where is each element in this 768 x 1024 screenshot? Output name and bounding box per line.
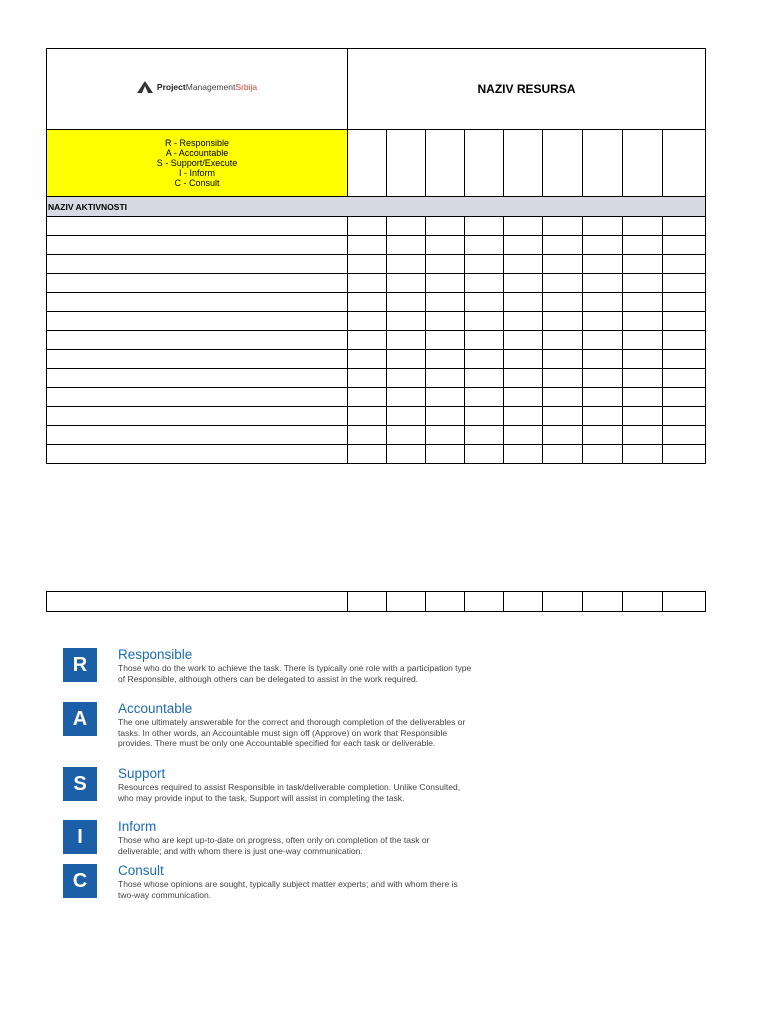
accountable-title: Accountable xyxy=(118,701,193,716)
assignment-cell[interactable] xyxy=(663,407,706,426)
responsible-description: Those who do the work to achieve the task. There is typically one role with a participation type of Responsible, although others can be delegated to assist in the work required. xyxy=(118,663,472,684)
assignment-cell[interactable] xyxy=(543,331,583,350)
assignment-cell[interactable] xyxy=(348,293,387,312)
summary-cell[interactable] xyxy=(623,592,663,612)
assignment-cell[interactable] xyxy=(583,445,623,464)
activity-name-cell[interactable] xyxy=(47,388,348,407)
assignment-cell[interactable] xyxy=(504,312,543,331)
activity-name-cell[interactable] xyxy=(47,369,348,388)
assignment-cell[interactable] xyxy=(348,407,387,426)
assignment-cell[interactable] xyxy=(465,350,504,369)
support-description: Resources required to assist Responsible in task/deliverable completion. Unlike Consulted, who may provide input to the task, Support will assist in completing the task. xyxy=(118,782,461,803)
assignment-cell[interactable] xyxy=(504,331,543,350)
assignment-cell[interactable] xyxy=(348,369,387,388)
assignment-cell[interactable] xyxy=(663,293,706,312)
assignment-cell[interactable] xyxy=(583,388,623,407)
assignment-cell[interactable] xyxy=(387,407,426,426)
legend-line-consult: C - Consult xyxy=(174,178,220,188)
assignment-cell[interactable] xyxy=(543,407,583,426)
assignment-cell[interactable] xyxy=(504,236,543,255)
assignment-cell[interactable] xyxy=(465,445,504,464)
assignment-cell[interactable] xyxy=(348,217,387,236)
assignment-cell[interactable] xyxy=(348,445,387,464)
assignment-cell[interactable] xyxy=(504,369,543,388)
summary-cell[interactable] xyxy=(543,592,583,612)
assignment-cell[interactable] xyxy=(348,255,387,274)
assignment-cell[interactable] xyxy=(623,369,663,388)
activity-row xyxy=(47,293,706,312)
assignment-cell[interactable] xyxy=(663,369,706,388)
responsible-badge: R xyxy=(63,648,97,682)
assignment-cell[interactable] xyxy=(426,445,465,464)
legend-line-inform: I - Inform xyxy=(178,168,215,178)
assignment-cell[interactable] xyxy=(663,331,706,350)
activity-row xyxy=(47,331,706,350)
assignment-cell[interactable] xyxy=(387,331,426,350)
legend-cell xyxy=(47,130,348,197)
assignment-cell[interactable] xyxy=(387,293,426,312)
logo-triangle-icon xyxy=(137,81,153,93)
assignment-cell[interactable] xyxy=(426,331,465,350)
activity-name-cell[interactable] xyxy=(47,293,348,312)
assignment-cell[interactable] xyxy=(504,217,543,236)
assignment-cell[interactable] xyxy=(583,407,623,426)
assignment-cell[interactable] xyxy=(623,407,663,426)
summary-cell[interactable] xyxy=(504,592,543,612)
matrix-table xyxy=(46,48,706,464)
assignment-cell[interactable] xyxy=(348,426,387,445)
assignment-cell[interactable] xyxy=(623,426,663,445)
assignment-cell[interactable] xyxy=(465,236,504,255)
assignment-cell[interactable] xyxy=(663,312,706,331)
activity-name-cell[interactable] xyxy=(47,274,348,293)
consult-description: Those whose opinions are sought, typically subject matter experts; and with whom there is two-way communication. xyxy=(118,879,458,900)
assignment-cell[interactable] xyxy=(504,350,543,369)
activity-row xyxy=(47,369,706,388)
assignment-cell[interactable] xyxy=(583,312,623,331)
activity-section-header: NAZIV AKTIVNOSTI xyxy=(47,197,706,217)
assignment-cell[interactable] xyxy=(426,388,465,407)
support-badge: S xyxy=(63,767,97,801)
assignment-cell[interactable] xyxy=(387,217,426,236)
assignment-cell[interactable] xyxy=(543,369,583,388)
assignment-cell[interactable] xyxy=(663,388,706,407)
assignment-cell[interactable] xyxy=(465,407,504,426)
assignment-cell[interactable] xyxy=(663,217,706,236)
resource-title: NAZIV RESURSA xyxy=(348,49,706,130)
activity-row xyxy=(47,274,706,293)
accountable-badge: A xyxy=(63,702,97,736)
legend-line-responsible: R - Responsible xyxy=(164,138,230,148)
assignment-cell[interactable] xyxy=(387,236,426,255)
activity-row xyxy=(47,445,706,464)
activity-row xyxy=(47,407,706,426)
assignment-cell[interactable] xyxy=(623,350,663,369)
resource-header-cell[interactable] xyxy=(348,130,387,197)
resource-header-cell[interactable] xyxy=(583,130,623,197)
responsible-title: Responsible xyxy=(118,647,193,662)
assignment-cell[interactable] xyxy=(583,217,623,236)
company-logo: ProjectManagementSrbija xyxy=(137,81,257,93)
activity-name-cell[interactable] xyxy=(47,255,348,274)
consult-badge: C xyxy=(63,864,97,898)
assignment-cell[interactable] xyxy=(623,293,663,312)
resource-header-cell[interactable] xyxy=(623,130,663,197)
legend-line-support: S - Support/Execute xyxy=(156,158,238,168)
assignment-cell[interactable] xyxy=(623,331,663,350)
assignment-cell[interactable] xyxy=(543,388,583,407)
assignment-cell[interactable] xyxy=(583,274,623,293)
assignment-cell[interactable] xyxy=(465,388,504,407)
resource-header-cell[interactable] xyxy=(426,130,465,197)
assignment-cell[interactable] xyxy=(426,407,465,426)
summary-cell[interactable] xyxy=(387,592,426,612)
assignment-cell[interactable] xyxy=(543,312,583,331)
assignment-cell[interactable] xyxy=(504,293,543,312)
assignment-cell[interactable] xyxy=(543,255,583,274)
assignment-cell[interactable] xyxy=(543,350,583,369)
assignment-cell[interactable] xyxy=(465,312,504,331)
assignment-cell[interactable] xyxy=(504,445,543,464)
accountable-description: The one ultimately answerable for the correct and thorough completion of the deliverables or tasks. In other words, an Accountable must sign off (Approve) on work that Responsible provides. There must be only one Accountable specified for each task or deliverable. xyxy=(118,717,466,748)
assignment-cell[interactable] xyxy=(543,445,583,464)
summary-cell[interactable] xyxy=(426,592,465,612)
assignment-cell[interactable] xyxy=(348,236,387,255)
assignment-cell[interactable] xyxy=(623,255,663,274)
inform-badge: I xyxy=(63,820,97,854)
activity-name-cell[interactable] xyxy=(47,426,348,445)
assignment-cell[interactable] xyxy=(583,350,623,369)
assignment-cell[interactable] xyxy=(348,274,387,293)
assignment-cell[interactable] xyxy=(387,445,426,464)
logo-cell xyxy=(47,49,348,130)
assignment-cell[interactable] xyxy=(426,426,465,445)
assignment-cell[interactable] xyxy=(583,236,623,255)
inform-description: Those who are kept up-to-date on progress, often only on completion of the task or deliverable; and with whom there is just one-way communication. xyxy=(118,835,430,856)
assignment-cell[interactable] xyxy=(426,369,465,388)
assignment-cell[interactable] xyxy=(426,350,465,369)
assignment-cell[interactable] xyxy=(465,255,504,274)
assignment-cell[interactable] xyxy=(583,255,623,274)
assignment-cell[interactable] xyxy=(465,293,504,312)
assignment-cell[interactable] xyxy=(583,331,623,350)
assignment-cell[interactable] xyxy=(623,217,663,236)
activity-name-cell[interactable] xyxy=(47,350,348,369)
activity-name-cell[interactable] xyxy=(47,217,348,236)
assignment-cell[interactable] xyxy=(623,445,663,464)
assignment-cell[interactable] xyxy=(426,236,465,255)
activity-row xyxy=(47,236,706,255)
assignment-cell[interactable] xyxy=(543,274,583,293)
assignment-cell[interactable] xyxy=(504,407,543,426)
assignment-cell[interactable] xyxy=(623,236,663,255)
assignment-cell[interactable] xyxy=(663,350,706,369)
activity-name-cell[interactable] xyxy=(47,331,348,350)
assignment-cell[interactable] xyxy=(504,255,543,274)
resource-header-cell[interactable] xyxy=(543,130,583,197)
assignment-cell[interactable] xyxy=(426,255,465,274)
assignment-cell[interactable] xyxy=(426,293,465,312)
assignment-cell[interactable] xyxy=(465,369,504,388)
assignment-cell[interactable] xyxy=(426,274,465,293)
assignment-cell[interactable] xyxy=(387,312,426,331)
inform-title: Inform xyxy=(118,819,157,834)
assignment-cell[interactable] xyxy=(623,388,663,407)
assignment-cell[interactable] xyxy=(348,331,387,350)
assignment-cell[interactable] xyxy=(663,445,706,464)
assignment-cell[interactable] xyxy=(543,217,583,236)
activity-row xyxy=(47,312,706,331)
assignment-cell[interactable] xyxy=(387,369,426,388)
resource-header-cell[interactable] xyxy=(663,130,706,197)
assignment-cell[interactable] xyxy=(465,331,504,350)
legend-line-accountable: A - Accountable xyxy=(165,148,229,158)
summary-row-table xyxy=(46,591,705,612)
assignment-cell[interactable] xyxy=(465,274,504,293)
activity-row xyxy=(47,426,706,445)
summary-cell[interactable] xyxy=(663,592,706,612)
summary-cell[interactable] xyxy=(583,592,623,612)
assignment-cell[interactable] xyxy=(504,388,543,407)
assignment-cell[interactable] xyxy=(543,426,583,445)
assignment-cell[interactable] xyxy=(426,217,465,236)
assignment-cell[interactable] xyxy=(348,350,387,369)
assignment-cell[interactable] xyxy=(504,426,543,445)
assignment-cell[interactable] xyxy=(348,312,387,331)
assignment-cell[interactable] xyxy=(583,426,623,445)
resource-header-cell[interactable] xyxy=(504,130,543,197)
assignment-cell[interactable] xyxy=(663,426,706,445)
activity-row xyxy=(47,255,706,274)
assignment-cell[interactable] xyxy=(583,369,623,388)
activity-name-cell[interactable] xyxy=(47,445,348,464)
activity-row xyxy=(47,217,706,236)
assignment-cell[interactable] xyxy=(583,293,623,312)
assignment-cell[interactable] xyxy=(465,426,504,445)
consult-title: Consult xyxy=(118,863,164,878)
assignment-cell[interactable] xyxy=(387,255,426,274)
activity-name-cell[interactable] xyxy=(47,407,348,426)
assignment-cell[interactable] xyxy=(387,426,426,445)
summary-cell[interactable] xyxy=(465,592,504,612)
activity-row xyxy=(47,350,706,369)
summary-cell[interactable] xyxy=(348,592,387,612)
assignment-cell[interactable] xyxy=(543,293,583,312)
support-title: Support xyxy=(118,766,166,781)
activity-name-cell[interactable] xyxy=(47,236,348,255)
assignment-cell[interactable] xyxy=(465,217,504,236)
assignment-cell[interactable] xyxy=(663,274,706,293)
resource-header-cell[interactable] xyxy=(387,130,426,197)
assignment-cell[interactable] xyxy=(543,236,583,255)
summary-name-cell[interactable] xyxy=(47,592,348,612)
activity-row xyxy=(47,388,706,407)
assignment-cell[interactable] xyxy=(504,274,543,293)
raci-matrix xyxy=(46,48,705,464)
assignment-cell[interactable] xyxy=(663,255,706,274)
assignment-cell[interactable] xyxy=(387,350,426,369)
assignment-cell[interactable] xyxy=(426,312,465,331)
assignment-cell[interactable] xyxy=(387,274,426,293)
assignment-cell[interactable] xyxy=(623,312,663,331)
assignment-cell[interactable] xyxy=(623,274,663,293)
resource-header-cell[interactable] xyxy=(465,130,504,197)
assignment-cell[interactable] xyxy=(663,236,706,255)
assignment-cell[interactable] xyxy=(348,388,387,407)
assignment-cell[interactable] xyxy=(387,388,426,407)
activity-name-cell[interactable] xyxy=(47,312,348,331)
